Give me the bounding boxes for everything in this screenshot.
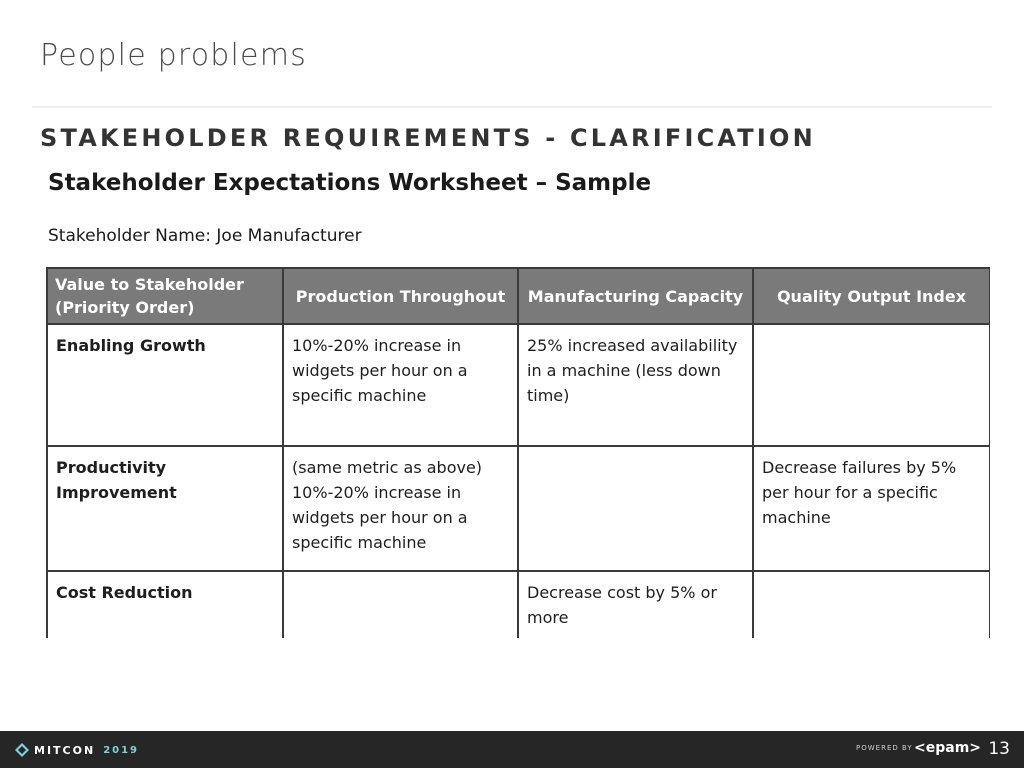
- production-cell: 10%-20% increase in widgets per hour on a specific machine: [283, 324, 518, 446]
- table-row: [47, 324, 990, 446]
- row-value-cell: Productivity Improvement: [47, 446, 283, 571]
- mitcon-logo-icon: [14, 742, 30, 758]
- column-header-quality: Quality Output Index: [753, 268, 990, 324]
- powered-by-label: POWERED BY: [856, 744, 913, 752]
- worksheet-table: [46, 267, 990, 638]
- slide-subtitle: STAKEHOLDER REQUIREMENTS - CLARIFICATION: [40, 124, 816, 152]
- row-value-cell: Cost Reduction: [47, 571, 283, 638]
- column-header-production: Production Throughout: [283, 268, 518, 324]
- capacity-cell: Decrease cost by 5% or more: [518, 571, 753, 638]
- epam-logo: <epam>: [914, 740, 982, 756]
- table-row: [47, 571, 990, 638]
- worksheet-title: Stakeholder Expectations Worksheet – Sample: [48, 170, 652, 196]
- column-header-value: Value to Stakeholder (Priority Order): [47, 268, 283, 324]
- production-cell: (same metric as above) 10%-20% increase in widgets per hour on a specific machine: [283, 446, 518, 571]
- table-row: [47, 446, 990, 571]
- title-divider: [32, 106, 992, 108]
- logo-text: MITCON: [34, 743, 96, 757]
- quality-cell: [753, 571, 990, 638]
- worksheet-table-container: [46, 267, 990, 638]
- production-cell: [283, 571, 518, 638]
- mitcon-logo: [14, 740, 139, 760]
- table-header-row: [47, 268, 990, 324]
- stakeholder-name: Stakeholder Name: Joe Manufacturer: [48, 226, 362, 246]
- quality-cell: [753, 324, 990, 446]
- page-number: 13: [988, 739, 1010, 759]
- footer-bar: [0, 731, 1024, 768]
- slide-title: People problems: [40, 38, 307, 73]
- capacity-cell: 25% increased availability in a machine (less down time): [518, 324, 753, 446]
- quality-cell: Decrease failures by 5% per hour for a specific machine: [753, 446, 990, 571]
- column-header-capacity: Manufacturing Capacity: [518, 268, 753, 324]
- logo-year: 2019: [103, 744, 140, 756]
- capacity-cell: [518, 446, 753, 571]
- row-value-cell: Enabling Growth: [47, 324, 283, 446]
